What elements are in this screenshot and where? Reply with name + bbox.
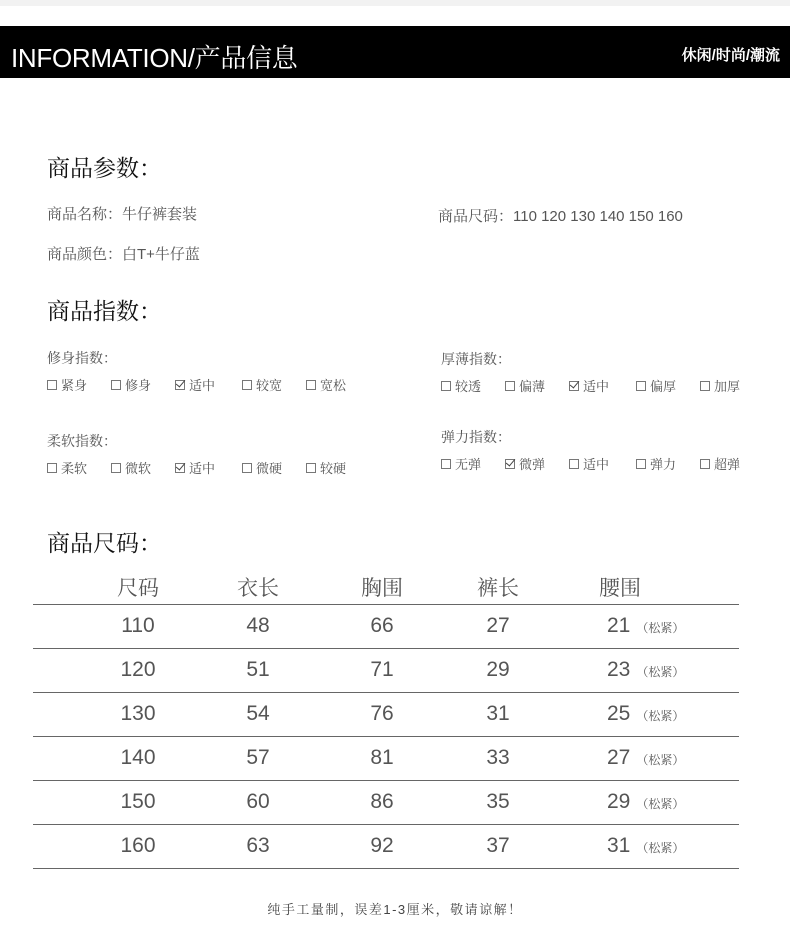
checkbox-icon [47,463,57,473]
cell-value: 27 [486,614,510,637]
cell-value: 37 [486,834,510,857]
checked-box-icon [175,380,185,390]
index-option-label: 宽松 [320,378,347,393]
param-name: 商品名称：牛仔裤套装 [47,206,198,223]
checkbox-icon [242,463,252,473]
index-option [636,454,676,473]
index-option-label: 微弹 [519,457,546,472]
index-option-label: 弹力 [650,457,677,472]
cell-value: 92 [370,834,394,857]
header-size: 尺码 [117,577,159,600]
cell-value: 86 [370,790,394,813]
index-option-label: 紧身 [61,378,88,393]
cell-value: 140 [120,746,156,769]
waist-note: （松紧） [636,621,685,635]
cell-value: 120 [120,658,156,681]
checkbox-icon [505,381,515,391]
index-option-label: 偏厚 [650,379,677,394]
top-divider [0,0,790,6]
size-table [33,566,739,869]
fit-index-label: 修身指数： [47,350,117,366]
cell-value: 25 [607,702,631,725]
elasticity-index-label: 弹力指数： [441,429,511,445]
header-top-length: 衣长 [237,577,279,600]
cell-value: 63 [246,834,270,857]
checkbox-icon [111,463,121,473]
index-option-label: 微软 [125,461,152,476]
checkbox-icon [441,381,451,391]
cell-top-length [208,834,308,858]
cell-size [88,834,188,858]
checkbox-icon [700,459,710,469]
table-row [33,649,739,693]
cell-size [88,658,188,682]
index-option [306,375,346,394]
index-option [175,458,215,477]
cell-value: 130 [120,702,156,725]
index-option [175,375,215,394]
size-table-title: 商品尺码： [47,530,162,556]
index-option [111,375,151,394]
cell-value: 29 [607,790,631,813]
index-option [700,376,740,395]
index-option [505,454,545,473]
checked-box-icon [505,459,515,469]
cell-value: 76 [370,702,394,725]
cell-pants-length [448,746,548,770]
waist-note: （松紧） [636,665,685,679]
checked-box-icon [175,463,185,473]
checkbox-icon [569,459,579,469]
index-option [306,458,346,477]
cell-value: 31 [486,702,510,725]
cell-waist [607,834,717,858]
index-option [569,454,609,473]
thickness-index-label: 厚薄指数： [441,351,511,367]
index-option [47,375,87,394]
cell-pants-length [448,834,548,858]
index-option-label: 无弹 [455,457,482,472]
index-option [111,458,151,477]
table-row [33,737,739,781]
cell-waist [607,702,717,726]
cell-pants-length [448,658,548,682]
banner-tagline: 休闲/时尚/潮流 [681,47,780,64]
index-option [505,376,545,395]
header-waist: 腰围 [599,577,641,600]
cell-chest [332,614,432,638]
table-row [33,781,739,825]
index-option [569,376,609,395]
index-option-label: 微硬 [256,461,283,476]
checkbox-icon [47,380,57,390]
cell-value: 160 [120,834,156,857]
cell-waist [607,658,717,682]
cell-chest [332,790,432,814]
cell-value: 71 [370,658,394,681]
params-title: 商品参数： [47,155,162,181]
cell-top-length [208,746,308,770]
waist-note: （松紧） [636,797,685,811]
checkbox-icon [306,380,316,390]
cell-value: 35 [486,790,510,813]
cell-top-length [208,614,308,638]
index-option-label: 较宽 [256,378,283,393]
cell-value: 57 [246,746,270,769]
cell-value: 48 [246,614,270,637]
index-option-label: 修身 [125,378,152,393]
header-pants-length: 裤长 [477,577,519,600]
index-option-label: 较透 [455,379,482,394]
checkbox-icon [111,380,121,390]
cell-value: 51 [246,658,270,681]
index-option-label: 适中 [189,461,216,476]
index-option-label: 柔软 [61,461,88,476]
cell-waist [607,614,717,638]
cell-size [88,746,188,770]
cell-top-length [208,658,308,682]
cell-pants-length [448,614,548,638]
checkbox-icon [306,463,316,473]
checkbox-icon [242,380,252,390]
index-option [636,376,676,395]
index-option-label: 适中 [189,378,216,393]
footer-note: 纯手工量制，误差1-3厘米，敬请谅解！ [267,902,523,917]
cell-value: 23 [607,658,631,681]
cell-value: 33 [486,746,510,769]
waist-note: （松紧） [636,753,685,767]
cell-size [88,614,188,638]
cell-size [88,790,188,814]
cell-top-length [208,790,308,814]
table-header-row [33,566,739,605]
cell-value: 110 [121,614,155,637]
cell-top-length [208,702,308,726]
index-option-label: 适中 [583,457,610,472]
cell-chest [332,702,432,726]
header-banner [0,26,790,78]
cell-waist [607,790,717,814]
index-option-label: 超弹 [714,457,741,472]
cell-waist [607,746,717,770]
table-row [33,693,739,737]
indices-title: 商品指数： [47,298,162,324]
cell-value: 27 [607,746,631,769]
softness-index-label: 柔软指数： [47,433,117,449]
waist-note: （松紧） [636,709,685,723]
index-option [441,454,481,473]
cell-chest [332,658,432,682]
cell-value: 150 [120,790,156,813]
index-option-label: 加厚 [714,379,741,394]
index-option [47,458,87,477]
cell-value: 29 [486,658,510,681]
index-option [242,375,282,394]
param-color: 商品颜色：白T+牛仔蓝 [47,246,200,263]
index-option [242,458,282,477]
cell-pants-length [448,790,548,814]
table-body [33,605,739,869]
index-option-label: 适中 [583,379,610,394]
cell-size [88,702,188,726]
index-option [700,454,740,473]
checkbox-icon [700,381,710,391]
index-option-label: 偏薄 [519,379,546,394]
cell-value: 60 [246,790,270,813]
cell-value: 54 [246,702,270,725]
cell-value: 31 [607,834,631,857]
table-row [33,825,739,869]
banner-title: INFORMATION/产品信息 [11,43,298,73]
waist-note: （松紧） [636,841,685,855]
index-option [441,376,481,395]
cell-pants-length [448,702,548,726]
cell-value: 21 [607,614,631,637]
cell-value: 66 [370,614,394,637]
table-row [33,605,739,649]
checkbox-icon [636,381,646,391]
checkbox-icon [441,459,451,469]
header-chest: 胸围 [361,577,403,600]
checked-box-icon [569,381,579,391]
param-sizes: 商品尺码：110 120 130 140 150 160 [438,208,683,225]
checkbox-icon [636,459,646,469]
cell-chest [332,834,432,858]
index-option-label: 较硬 [320,461,347,476]
cell-value: 81 [370,746,394,769]
cell-chest [332,746,432,770]
